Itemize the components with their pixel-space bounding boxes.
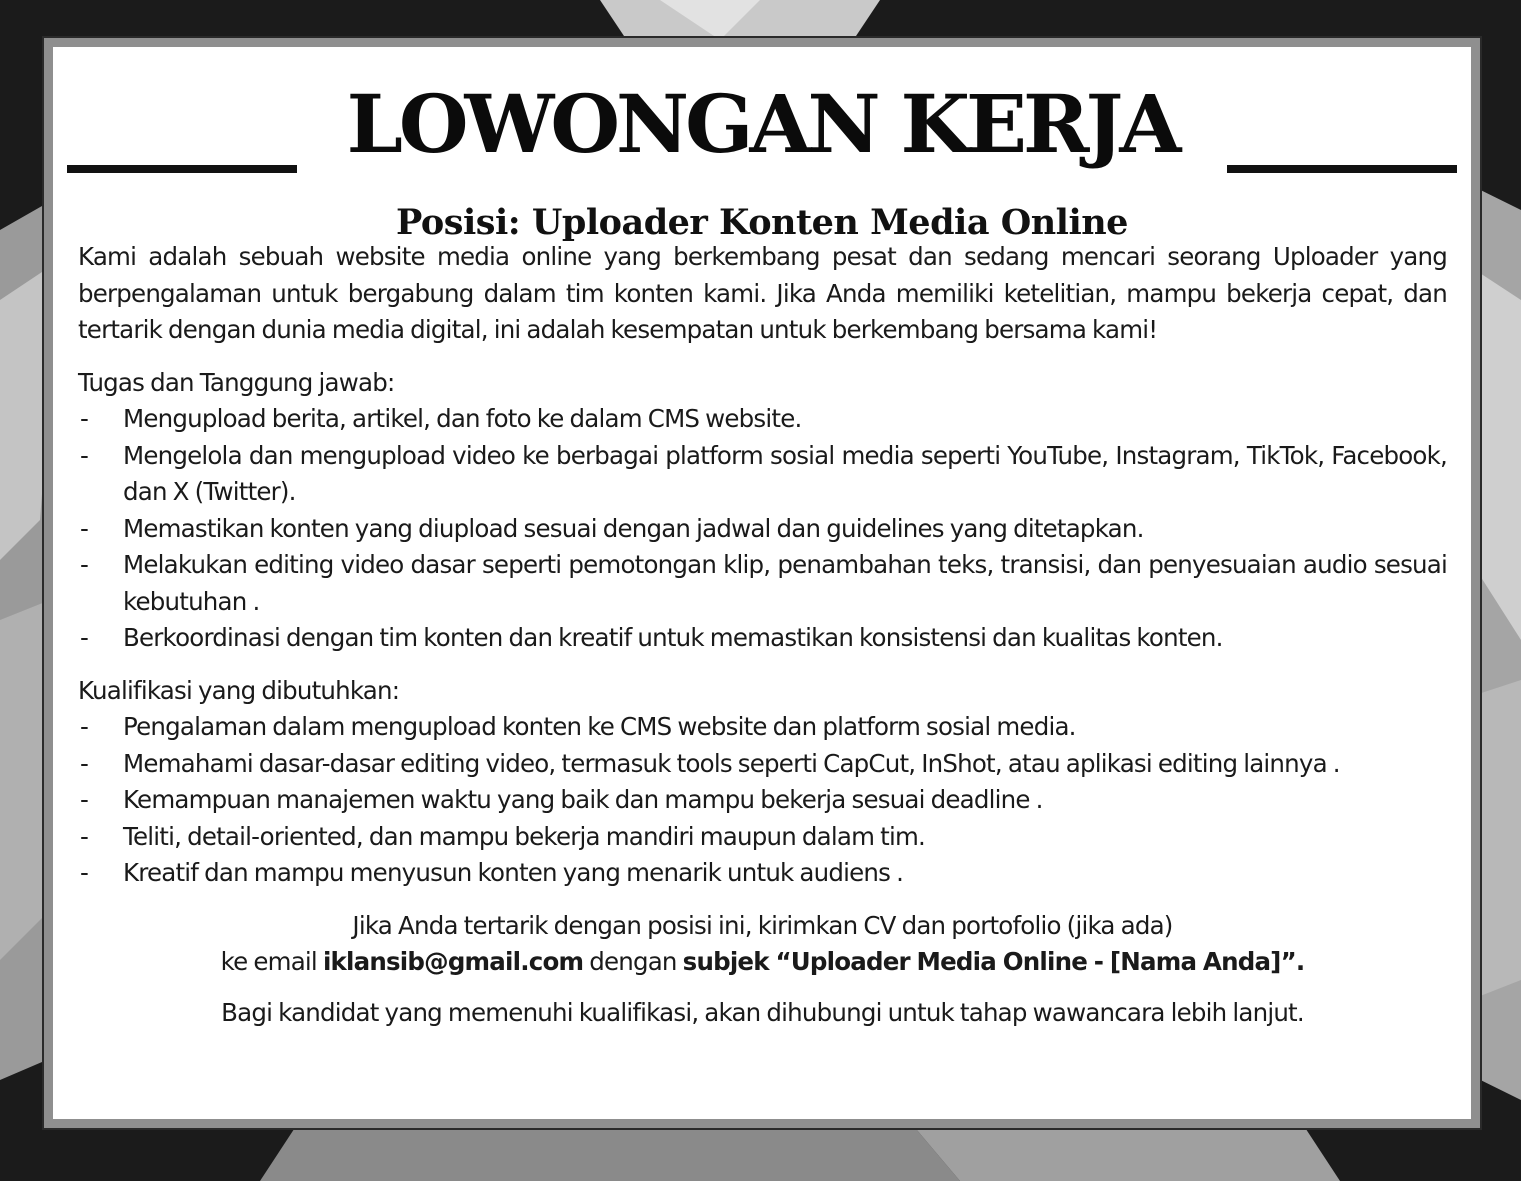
list-item — [78, 819, 1447, 856]
list-item-text: Mengelola dan mengupload video ke berbagai platform sosial media seperti YouTube, Instagram, TikTok, Facebook, dan X (Twitter). — [123, 440, 1447, 506]
email-subject: subjek “Uploader Media Online - [Nama Anda]”. — [682, 947, 1305, 976]
list-item-text: Memastikan konten yang diupload sesuai dengan jadwal dan guidelines yang ditetapkan. — [123, 513, 1144, 543]
list-item — [78, 401, 1447, 438]
bullet-dash: - — [80, 712, 89, 741]
bullet-dash: - — [80, 623, 89, 652]
headline — [67, 69, 1457, 243]
bullet-dash: - — [80, 404, 89, 433]
qualifications-title: Kualifikasi yang dibutuhkan: — [78, 675, 400, 705]
bullet-dash: - — [80, 821, 89, 851]
bullet-dash: - — [80, 785, 89, 814]
closing-line-1: Jika Anda tertarik dengan posisi ini, kirimkan CV dan portofolio (jika ada) — [352, 910, 1173, 940]
list-item-text: Mengupload berita, artikel, dan foto ke dalam CMS website. — [123, 404, 802, 433]
list-item-text: Teliti, detail-oriented, dan mampu bekerja mandiri maupun dalam tim. — [123, 821, 926, 851]
closing-middle: dengan — [589, 947, 677, 976]
bullet-dash: - — [80, 513, 89, 543]
closing-instructions — [78, 908, 1447, 981]
position-subtitle: Posisi: Uploader Konten Media Online — [396, 202, 1128, 243]
final-note: Bagi kandidat yang memenuhi kualifikasi, akan dihubungi untuk tahap wawancara lebih lanjut. — [221, 997, 1304, 1027]
duties-list — [78, 401, 1447, 657]
intro-paragraph: Kami adalah sebuah website media online yang berkembang pesat dan sedang mencari seorang Uploader yang berpengalaman untuk bergabung dalam tim konten kami. Jika Anda memiliki ketelitian, mampu bekerja cepat, dan tertarik dengan dunia media digital, ini adalah kesempatan untuk berkembang bersama kami! — [78, 242, 1447, 344]
list-item — [78, 438, 1447, 511]
list-item-text: Melakukan editing video dasar seperti pemotongan klip, penambahan teks, transisi, dan penyesuaian audio sesuai kebutuhan . — [123, 550, 1447, 616]
ad-title: LOWONGAN KERJA — [346, 77, 1178, 171]
list-item — [78, 709, 1447, 746]
list-item — [78, 746, 1447, 783]
job-ad-card — [44, 38, 1480, 1128]
qualifications-list — [78, 709, 1447, 892]
list-item-text: Memahami dasar-dasar editing video, termasuk tools seperti CapCut, InShot, atau aplikasi editing lainnya . — [123, 748, 1340, 778]
list-item-text: Pengalaman dalam mengupload konten ke CMS website dan platform sosial media. — [123, 712, 1076, 741]
closing-prefix: ke email — [220, 947, 317, 976]
contact-email[interactable]: iklansib@gmail.com — [322, 947, 584, 976]
list-item-text: Kemampuan manajemen waktu yang baik dan mampu bekerja sesuai deadline . — [123, 785, 1043, 814]
bullet-dash: - — [80, 550, 89, 579]
duties-title: Tugas dan Tanggung jawab: — [78, 367, 395, 397]
list-item — [78, 547, 1447, 620]
list-item — [78, 511, 1447, 548]
bullet-dash: - — [80, 440, 89, 470]
list-item — [78, 782, 1447, 819]
bullet-dash: - — [80, 858, 89, 887]
bullet-dash: - — [80, 748, 89, 778]
ad-body — [78, 239, 1447, 1031]
list-item-text: Berkoordinasi dengan tim konten dan kreatif untuk memastikan konsistensi dan kualitas konten. — [123, 623, 1223, 652]
list-item — [78, 620, 1447, 657]
list-item — [78, 855, 1447, 892]
list-item-text: Kreatif dan mampu menyusun konten yang menarik untuk audiens . — [123, 858, 904, 887]
